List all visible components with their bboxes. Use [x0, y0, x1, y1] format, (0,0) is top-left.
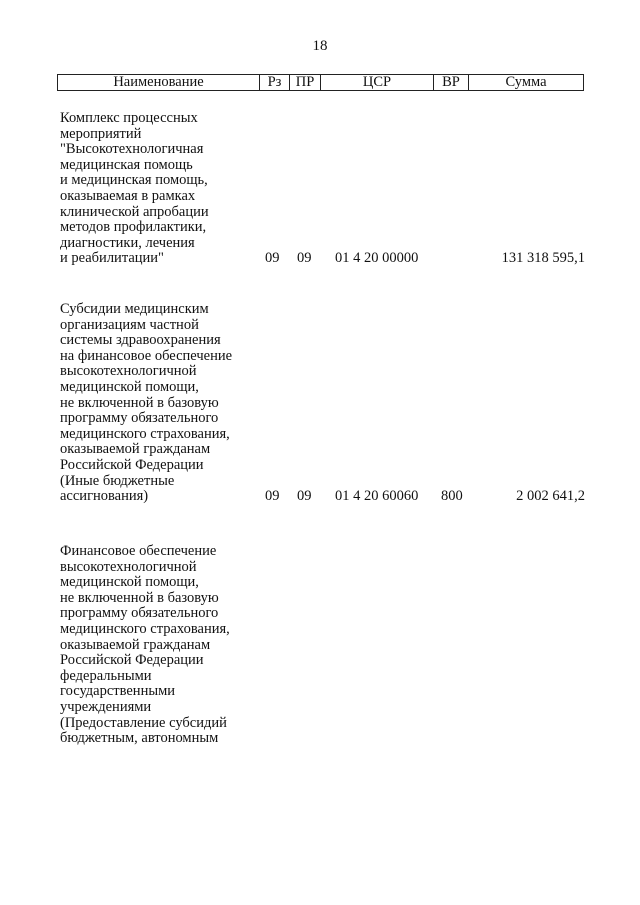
row-pr: 09	[297, 250, 312, 267]
column-header-pr: ПР	[289, 75, 320, 90]
row-vr: 800	[441, 488, 463, 505]
row-name: Субсидии медицинским организациям частной системы здравоохранения на финансовое обеспечение высокотехнологичной медицинской помощи, не включенной в базовую программу обязательного медицинского страхования, оказываемой гражданам Российской Федерации (Иные бюджетные ассигнования)	[60, 301, 233, 505]
row-sum: 2 002 641,2	[516, 488, 585, 505]
row-rz: 09	[265, 250, 280, 267]
row-name: Финансовое обеспечение высокотехнологичной медицинской помощи, не включенной в базовую программу обязательного медицинского страхования, оказываемой гражданам Российской Федерации федеральными государственными учреждениями (Предоставление субсидий бюджетным, автономным	[60, 543, 230, 747]
row-rz: 09	[265, 488, 280, 505]
table-header	[57, 74, 584, 91]
table-row	[60, 544, 585, 747]
row-csr: 01 4 20 00000	[335, 250, 419, 267]
column-header-name: Наименование	[113, 74, 204, 90]
table-row	[60, 111, 585, 267]
table-row	[60, 302, 585, 505]
row-csr: 01 4 20 60060	[335, 488, 419, 505]
column-header-vr: ВР	[433, 75, 468, 90]
row-pr: 09	[297, 488, 312, 505]
column-header-csr: ЦСР	[320, 75, 433, 90]
row-name: Комплекс процессных мероприятий "Высокотехнологичная медицинская помощь и медицинская помощь, оказываемая в рамках клинической апробации методов профилактики, диагностики, лечения и реабилитации"	[60, 110, 209, 267]
column-header-sum: Сумма	[468, 75, 583, 90]
page-number: 18	[312, 38, 328, 54]
column-header-rz: Рз	[259, 75, 289, 90]
row-sum: 131 318 595,1	[501, 250, 585, 267]
